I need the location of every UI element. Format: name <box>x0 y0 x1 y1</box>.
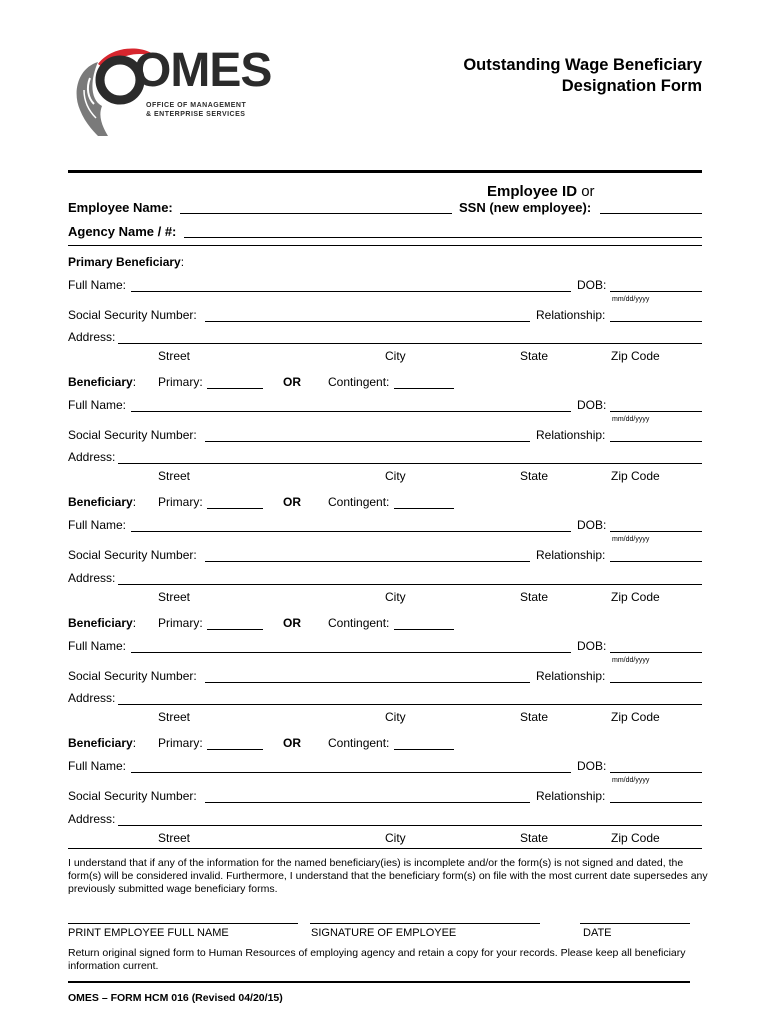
beneficiary-type-label <box>68 375 136 389</box>
street-label: Street <box>158 349 191 363</box>
full-name-label: Full Name: <box>68 639 127 653</box>
beneficiary-type-text: Beneficiary <box>68 375 133 389</box>
address-label: Address: <box>68 330 116 344</box>
signature-label: SIGNATURE OF EMPLOYEE <box>311 927 457 939</box>
address-label: Address: <box>68 571 116 585</box>
dob-hint: mm/dd/yyyy <box>612 657 650 664</box>
dob-hint: mm/dd/yyyy <box>612 777 650 784</box>
full-name-line[interactable] <box>131 652 571 653</box>
address-label: Address: <box>68 691 116 705</box>
ssn-line[interactable] <box>205 802 530 803</box>
beneficiary-type-colon: : <box>132 375 137 389</box>
contingent-option-line[interactable] <box>394 388 454 389</box>
relationship-label: Relationship: <box>536 308 606 322</box>
full-name-line[interactable] <box>131 772 571 773</box>
beneficiary-type-text: Beneficiary <box>68 736 133 750</box>
dob-hint: mm/dd/yyyy <box>612 536 650 543</box>
zip-label: Zip Code <box>611 469 660 483</box>
address-line[interactable] <box>118 343 702 344</box>
full-name-label: Full Name: <box>68 278 127 292</box>
primary-option-line[interactable] <box>207 388 263 389</box>
relationship-line[interactable] <box>610 321 702 322</box>
full-name-line[interactable] <box>131 291 571 292</box>
street-label: Street <box>158 710 191 724</box>
address-line[interactable] <box>118 584 702 585</box>
relationship-line[interactable] <box>610 802 702 803</box>
employee-id-text: Employee ID <box>487 183 578 200</box>
relationship-line[interactable] <box>610 682 702 683</box>
primary-option-line[interactable] <box>207 629 263 630</box>
contingent-option-line[interactable] <box>394 508 454 509</box>
city-label: City <box>385 710 406 724</box>
employee-name-line[interactable] <box>180 213 452 214</box>
header-rule <box>68 170 702 173</box>
signature-line[interactable] <box>310 923 540 924</box>
full-name-line[interactable] <box>131 411 571 412</box>
dob-label: DOB: <box>577 759 607 773</box>
primary-beneficiary-heading <box>68 255 184 269</box>
contingent-option-label: Contingent: <box>328 375 390 389</box>
logo-line-2: & ENTERPRISE SERVICES <box>146 111 246 118</box>
print-name-line[interactable] <box>68 923 298 924</box>
state-label: State <box>520 349 549 363</box>
address-line[interactable] <box>118 825 702 826</box>
ssn-label: Social Security Number: <box>68 789 197 803</box>
employee-name-label: Employee Name: <box>68 200 173 215</box>
city-label: City <box>385 831 406 845</box>
dob-line[interactable] <box>610 411 702 412</box>
form-title <box>463 55 702 97</box>
relationship-label: Relationship: <box>536 669 606 683</box>
certification-statement: I understand that if any of the information for the named beneficiary(ies) is incomplete and/or the form(s) is not signed and dated, the form(s) will be considered invalid. Furthermore, I understand that the beneficiary form(s) on file with the most current date supersedes any previously submitted wage beneficiary forms. <box>68 857 708 895</box>
ssn-line[interactable] <box>205 441 530 442</box>
ssn-label: Social Security Number: <box>68 669 197 683</box>
return-note: Return original signed form to Human Resources of employing agency and retain a copy for your records. Please keep all beneficiary information current. <box>68 947 686 972</box>
or-label: OR <box>283 375 301 389</box>
form-footer: OMES – FORM HCM 016 (Revised 04/20/15) <box>68 992 283 1004</box>
dob-line[interactable] <box>610 772 702 773</box>
street-label: Street <box>158 831 191 845</box>
date-line[interactable] <box>580 923 690 924</box>
ssn-new-employee-line[interactable] <box>600 213 702 214</box>
employee-id-label <box>487 183 595 200</box>
dob-label: DOB: <box>577 639 607 653</box>
relationship-line[interactable] <box>610 441 702 442</box>
print-name-label: PRINT EMPLOYEE FULL NAME <box>68 927 229 939</box>
ssn-label: Social Security Number: <box>68 428 197 442</box>
omes-logo <box>68 40 272 140</box>
relationship-label: Relationship: <box>536 789 606 803</box>
zip-label: Zip Code <box>611 831 660 845</box>
ssn-line[interactable] <box>205 682 530 683</box>
address-line[interactable] <box>118 704 702 705</box>
relationship-label: Relationship: <box>536 428 606 442</box>
street-label: Street <box>158 469 191 483</box>
form-title-line-1: Outstanding Wage Beneficiary <box>463 56 702 74</box>
street-label: Street <box>158 590 191 604</box>
primary-option-label: Primary: <box>158 736 203 750</box>
state-label: State <box>520 469 549 483</box>
date-label: DATE <box>583 927 612 939</box>
beneficiary-type-text: Beneficiary <box>68 495 133 509</box>
beneficiary-type-label <box>68 736 136 750</box>
zip-label: Zip Code <box>611 349 660 363</box>
city-label: City <box>385 590 406 604</box>
contingent-option-label: Contingent: <box>328 736 390 750</box>
agency-rule <box>68 245 702 246</box>
full-name-label: Full Name: <box>68 398 127 412</box>
dob-line[interactable] <box>610 652 702 653</box>
dob-line[interactable] <box>610 531 702 532</box>
beneficiary-type-text: Beneficiary <box>68 616 133 630</box>
logo-letters: OMES <box>134 44 272 97</box>
dob-line[interactable] <box>610 291 702 292</box>
zip-label: Zip Code <box>611 590 660 604</box>
primary-beneficiary-text: Primary Beneficiary <box>68 255 181 269</box>
form-title-line-2: Designation Form <box>561 77 702 95</box>
or-label: OR <box>283 616 301 630</box>
dob-hint: mm/dd/yyyy <box>612 296 650 303</box>
ssn-line[interactable] <box>205 561 530 562</box>
beneficiary-type-colon: : <box>132 616 137 630</box>
ssn-label: Social Security Number: <box>68 548 197 562</box>
city-label: City <box>385 469 406 483</box>
beneficiary-type-label <box>68 495 136 509</box>
logo-line-1: OFFICE OF MANAGEMENT <box>146 102 247 109</box>
primary-option-line[interactable] <box>207 749 263 750</box>
dob-label: DOB: <box>577 278 607 292</box>
dob-label: DOB: <box>577 518 607 532</box>
primary-option-line[interactable] <box>207 508 263 509</box>
primary-beneficiary-colon: : <box>180 255 185 269</box>
address-label: Address: <box>68 450 116 464</box>
dob-hint: mm/dd/yyyy <box>612 416 650 423</box>
contingent-option-line[interactable] <box>394 749 454 750</box>
beneficiary-type-colon: : <box>132 736 137 750</box>
ssn-new-employee-label: SSN (new employee): <box>459 200 592 215</box>
or-label: OR <box>283 495 301 509</box>
state-label: State <box>520 590 549 604</box>
contingent-option-label: Contingent: <box>328 616 390 630</box>
full-name-line[interactable] <box>131 531 571 532</box>
primary-option-label: Primary: <box>158 375 203 389</box>
relationship-label: Relationship: <box>536 548 606 562</box>
primary-option-label: Primary: <box>158 616 203 630</box>
ssn-line[interactable] <box>205 321 530 322</box>
contingent-option-line[interactable] <box>394 629 454 630</box>
agency-label: Agency Name / #: <box>68 224 177 239</box>
ssn-label: Social Security Number: <box>68 308 197 322</box>
state-label: State <box>520 831 549 845</box>
address-line[interactable] <box>118 463 702 464</box>
beneficiary-type-colon: : <box>132 495 137 509</box>
city-label: City <box>385 349 406 363</box>
full-name-label: Full Name: <box>68 759 127 773</box>
full-name-label: Full Name: <box>68 518 127 532</box>
employee-id-or: or <box>581 183 595 200</box>
statement-rule <box>68 848 702 849</box>
primary-option-label: Primary: <box>158 495 203 509</box>
relationship-line[interactable] <box>610 561 702 562</box>
or-label: OR <box>283 736 301 750</box>
dob-label: DOB: <box>577 398 607 412</box>
beneficiary-type-label <box>68 616 136 630</box>
address-label: Address: <box>68 812 116 826</box>
zip-label: Zip Code <box>611 710 660 724</box>
state-label: State <box>520 710 549 724</box>
contingent-option-label: Contingent: <box>328 495 390 509</box>
footer-rule <box>68 981 690 983</box>
agency-line[interactable] <box>184 237 702 238</box>
